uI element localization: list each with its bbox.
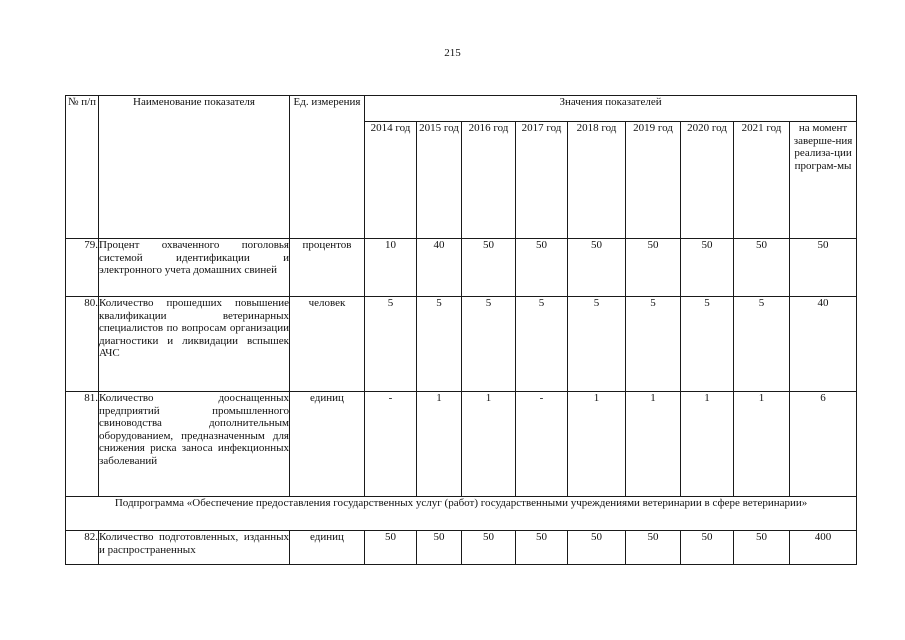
row-value: 5 (734, 297, 790, 392)
row-value: 1 (568, 392, 626, 497)
header-year: 2019 год (626, 122, 681, 239)
row-number: 82. (66, 531, 99, 565)
row-value: 50 (681, 239, 734, 297)
header-year: 2014 год (365, 122, 417, 239)
header-year: 2018 год (568, 122, 626, 239)
row-value: 5 (568, 297, 626, 392)
row-number: 80. (66, 297, 99, 392)
row-value: 5 (516, 297, 568, 392)
row-value: 50 (681, 531, 734, 565)
row-name: Процент охваченного поголовья системой идентификации и электронного учета домашних свиней (99, 239, 290, 297)
row-number: 79. (66, 239, 99, 297)
row-name: Количество дооснащенных предприятий промышленного свиноводства дополнительным оборудованием, предназначенным для снижения риска заноса инфекционных заболеваний (99, 392, 290, 497)
table-row (66, 239, 857, 297)
row-value: 5 (626, 297, 681, 392)
indicators-table (65, 95, 857, 565)
header-year: 2020 год (681, 122, 734, 239)
row-value: 50 (462, 239, 516, 297)
header-number: № п/п (66, 96, 99, 239)
row-value: 1 (734, 392, 790, 497)
row-unit: единиц (290, 392, 365, 497)
row-value: 5 (462, 297, 516, 392)
table-row (66, 297, 857, 392)
row-value: 5 (681, 297, 734, 392)
row-number: 81. (66, 392, 99, 497)
row-value: 50 (516, 531, 568, 565)
row-value: 50 (417, 531, 462, 565)
header-year: 2021 год (734, 122, 790, 239)
row-value: 1 (626, 392, 681, 497)
page-number: 215 (444, 47, 461, 59)
header-year: 2017 год (516, 122, 568, 239)
row-unit: человек (290, 297, 365, 392)
header-year: 2015 год (417, 122, 462, 239)
row-value: 50 (365, 531, 417, 565)
row-value: 1 (681, 392, 734, 497)
row-value: 1 (462, 392, 516, 497)
row-value: 50 (626, 239, 681, 297)
row-value: 6 (790, 392, 857, 497)
header-values-group: Значения показателей (365, 96, 857, 122)
header-unit: Ед. измерения (290, 96, 365, 239)
row-value: 5 (365, 297, 417, 392)
subprogram-title: Подпрограмма «Обеспечение предоставления государственных услуг (работ) государственными учреждениями ветеринарии в сфере ветеринарии» (66, 497, 857, 531)
row-value: 10 (365, 239, 417, 297)
row-value: 50 (516, 239, 568, 297)
row-value: 40 (417, 239, 462, 297)
row-value: 50 (734, 531, 790, 565)
table-row (66, 392, 857, 497)
header-final: на момент заверше-ния реализа-ции програм-мы (790, 122, 857, 239)
row-value: 50 (790, 239, 857, 297)
row-value: 50 (734, 239, 790, 297)
row-value: 5 (417, 297, 462, 392)
row-name: Количество подготовленных, изданных и распространенных (99, 531, 290, 565)
header-year: 2016 год (462, 122, 516, 239)
row-value: 50 (568, 531, 626, 565)
row-value: 400 (790, 531, 857, 565)
header-name: Наименование показателя (99, 96, 290, 239)
table-row (66, 531, 857, 565)
row-value: 50 (462, 531, 516, 565)
row-value: 50 (626, 531, 681, 565)
row-value: - (516, 392, 568, 497)
row-value: 40 (790, 297, 857, 392)
row-name: Количество прошедших повышение квалификации ветеринарных специалистов по вопросам организации диагностики и ликвидации вспышек АЧС (99, 297, 290, 392)
row-value: 50 (568, 239, 626, 297)
row-value: 1 (417, 392, 462, 497)
row-unit: единиц (290, 531, 365, 565)
subprogram-row (66, 497, 857, 531)
row-unit: процентов (290, 239, 365, 297)
row-value: - (365, 392, 417, 497)
